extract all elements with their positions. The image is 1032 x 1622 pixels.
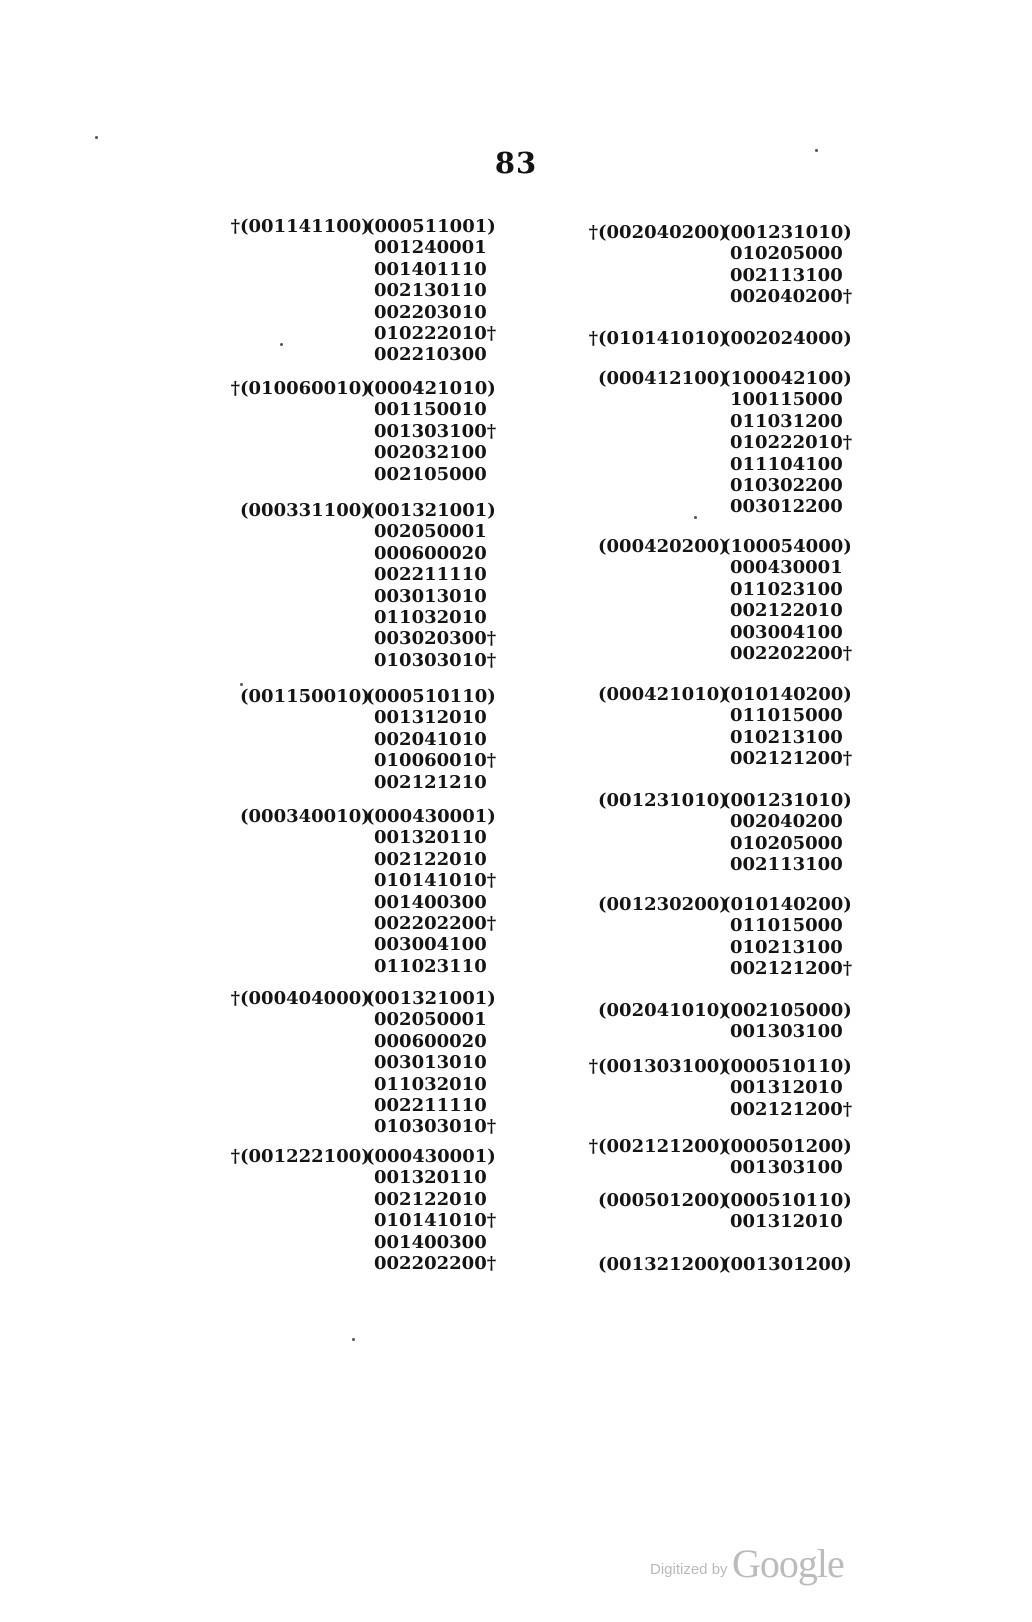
- entry-value: 002041010: [374, 728, 487, 750]
- entry-value: 003013010: [374, 585, 487, 607]
- entry-key-text: (000404000): [240, 988, 370, 1009]
- entry-value: 010205000: [730, 832, 843, 854]
- entry-value: 002210300: [374, 344, 487, 366]
- entry-value: 003020300†: [374, 628, 497, 650]
- entry-value: 001312010: [730, 1211, 843, 1233]
- entry-value: 002202200†: [374, 913, 497, 934]
- entry-key-text: (000340010): [240, 806, 370, 827]
- entry-key-text: (000331100): [240, 500, 370, 521]
- entry-key: [584, 368, 728, 389]
- entry-value: 002121200†: [730, 1098, 853, 1120]
- entry-value: (000510110): [722, 1056, 852, 1077]
- entry-value: (010140200): [722, 684, 852, 705]
- entry-key-text: (001230200): [598, 894, 728, 915]
- entry-value: (000430001): [366, 806, 496, 827]
- entry-value: 000600020: [374, 1030, 487, 1052]
- entry-value: (000510110): [366, 686, 496, 707]
- entry-key-text: (001231010): [598, 790, 728, 811]
- entry-value: 001400300: [374, 891, 487, 913]
- dagger-mark: †: [588, 222, 598, 243]
- entry-value: 003004100: [730, 621, 843, 643]
- entry-value: 002122010: [730, 600, 843, 622]
- entry-key-text: (001303100): [598, 1056, 728, 1077]
- entry-value: 010213100: [730, 936, 843, 958]
- entry-value: (010140200): [722, 894, 852, 915]
- entry-value: 010213100: [730, 726, 843, 748]
- entry-key-text: (001141100): [240, 216, 370, 237]
- scan-speck: [815, 149, 818, 152]
- entry-key: [584, 1056, 728, 1077]
- dagger-mark: †: [588, 1136, 598, 1157]
- entry-value: (001321001): [366, 500, 496, 521]
- dagger-mark: †: [588, 1056, 598, 1077]
- entry-key: [584, 790, 728, 811]
- entry-key: [584, 1000, 728, 1021]
- scan-speck: [352, 1338, 355, 1341]
- entry-value: 003013010: [374, 1052, 487, 1074]
- digitized-by-watermark: [650, 1540, 844, 1587]
- scan-speck: [95, 136, 98, 139]
- entry-value: (001231010): [722, 222, 852, 243]
- entry-key-text: (002121200): [598, 1136, 728, 1157]
- entry-value: 002113100: [730, 264, 843, 286]
- entry-value: 001320110: [374, 1167, 487, 1189]
- entry-value: 001320110: [374, 827, 487, 849]
- scan-speck: [240, 683, 243, 686]
- entry-value: (000421010): [366, 378, 496, 399]
- entry-value: 002113100: [730, 854, 843, 876]
- entry-value: 001303100: [730, 1157, 843, 1179]
- entry-key-text: (000412100): [598, 368, 728, 389]
- entry-value: 003004100: [374, 934, 487, 956]
- entry-value: (100054000): [722, 536, 852, 557]
- entry-value: 001240001: [374, 237, 487, 259]
- entry-key-text: (002041010): [598, 1000, 728, 1021]
- entry-value: 002130110: [374, 280, 487, 302]
- entry-value: 002121200†: [730, 748, 853, 770]
- entry-value: 010060010†: [374, 750, 497, 772]
- entry-value: 001303100: [730, 1021, 843, 1043]
- entry-value: (001301200): [722, 1254, 852, 1275]
- entry-value: 000600020: [374, 542, 487, 564]
- entry-value: 001303100†: [374, 420, 497, 442]
- entry-value: 002040200: [730, 811, 843, 833]
- entry-key-text: (000420200): [598, 536, 728, 557]
- entry-key-text: (001150010): [240, 686, 370, 707]
- entry-key-text: (002040200): [598, 222, 728, 243]
- entry-value: 010302200: [730, 475, 843, 496]
- entry-value: 011031200: [730, 410, 843, 432]
- entry-key: [584, 1254, 728, 1275]
- entry-key: [584, 1190, 728, 1211]
- entry-value: 010303010†: [374, 1116, 497, 1138]
- entry-value: (000511001): [366, 216, 496, 237]
- entry-value: 000430001: [730, 557, 843, 579]
- entry-key: [584, 684, 728, 705]
- entry-value: 010141010†: [374, 870, 497, 892]
- entry-key-text: (000421010): [598, 684, 728, 705]
- entry-value: 010303010†: [374, 649, 497, 671]
- entry-value: 002202200†: [374, 1253, 497, 1274]
- entry-value: (000430001): [366, 1146, 496, 1167]
- entry-value: 011023110: [374, 955, 487, 977]
- entry-key-text: (010060010): [240, 378, 370, 399]
- scan-speck: [694, 516, 697, 519]
- dagger-mark: †: [230, 1146, 240, 1167]
- entry-key: [584, 536, 728, 557]
- entry-value: 100115000: [730, 389, 843, 411]
- entry-value: 001312010: [730, 1077, 843, 1099]
- entry-value: (002105000): [722, 1000, 852, 1021]
- entry-value: (000501200): [722, 1136, 852, 1157]
- entry-key: [584, 328, 728, 349]
- dagger-mark: †: [230, 216, 240, 237]
- entry-value: (000510110): [722, 1190, 852, 1211]
- entry-value: 011032010: [374, 1073, 487, 1095]
- entry-value: 011023100: [730, 578, 843, 600]
- entry-value: 011015000: [730, 915, 843, 937]
- entry-value: 002211110: [374, 1095, 487, 1116]
- dagger-mark: †: [230, 378, 240, 399]
- google-logo: Google: [732, 1541, 844, 1586]
- entry-value: 002122010: [374, 848, 487, 870]
- entry-value: 011015000: [730, 705, 843, 727]
- entry-value: 011032010: [374, 607, 487, 628]
- entry-value: 002040200†: [730, 286, 853, 308]
- entry-value: (001321001): [366, 988, 496, 1009]
- entry-value: 001400300: [374, 1231, 487, 1253]
- entry-value: 002050001: [374, 521, 487, 543]
- digitized-by-text: Digitized by: [650, 1561, 728, 1578]
- entry-value: 010222010†: [730, 432, 853, 454]
- dagger-mark: †: [588, 328, 598, 349]
- entry-value: 002050001: [374, 1009, 487, 1031]
- entry-value: 002122010: [374, 1188, 487, 1210]
- entry-key: [584, 222, 728, 243]
- dagger-mark: †: [230, 988, 240, 1009]
- entry-value: 003012200: [730, 496, 843, 518]
- entry-value: 002105000: [374, 463, 487, 485]
- entry-value: (002024000): [722, 328, 852, 349]
- entry-value: 002203010: [374, 301, 487, 323]
- entry-value: 002121210: [374, 771, 487, 793]
- entry-value: 002211110: [374, 564, 487, 586]
- entry-key-text: (001222100): [240, 1146, 370, 1167]
- entry-value: 002121200†: [730, 958, 853, 980]
- entry-value: 010141010†: [374, 1210, 497, 1232]
- entry-value: 010222010†: [374, 323, 497, 344]
- entry-value: (100042100): [722, 368, 852, 389]
- entry-value: (001231010): [722, 790, 852, 811]
- page-number: 83: [494, 146, 538, 180]
- entry-value: 001401110: [374, 258, 487, 280]
- entry-value: 002032100: [374, 442, 487, 464]
- scan-speck: [280, 343, 283, 346]
- entry-key-text: (010141010): [598, 328, 728, 349]
- entry-value: 002202200†: [730, 643, 853, 664]
- entry-key: [584, 894, 728, 915]
- entry-key-text: (001321200): [598, 1254, 728, 1275]
- entry-value: 010205000: [730, 243, 843, 265]
- entry-value: 001150010: [374, 399, 487, 421]
- entry-value: 011104100: [730, 453, 843, 475]
- entry-value: 001312010: [374, 707, 487, 729]
- entry-key: [584, 1136, 728, 1157]
- entry-key-text: (000501200): [598, 1190, 728, 1211]
